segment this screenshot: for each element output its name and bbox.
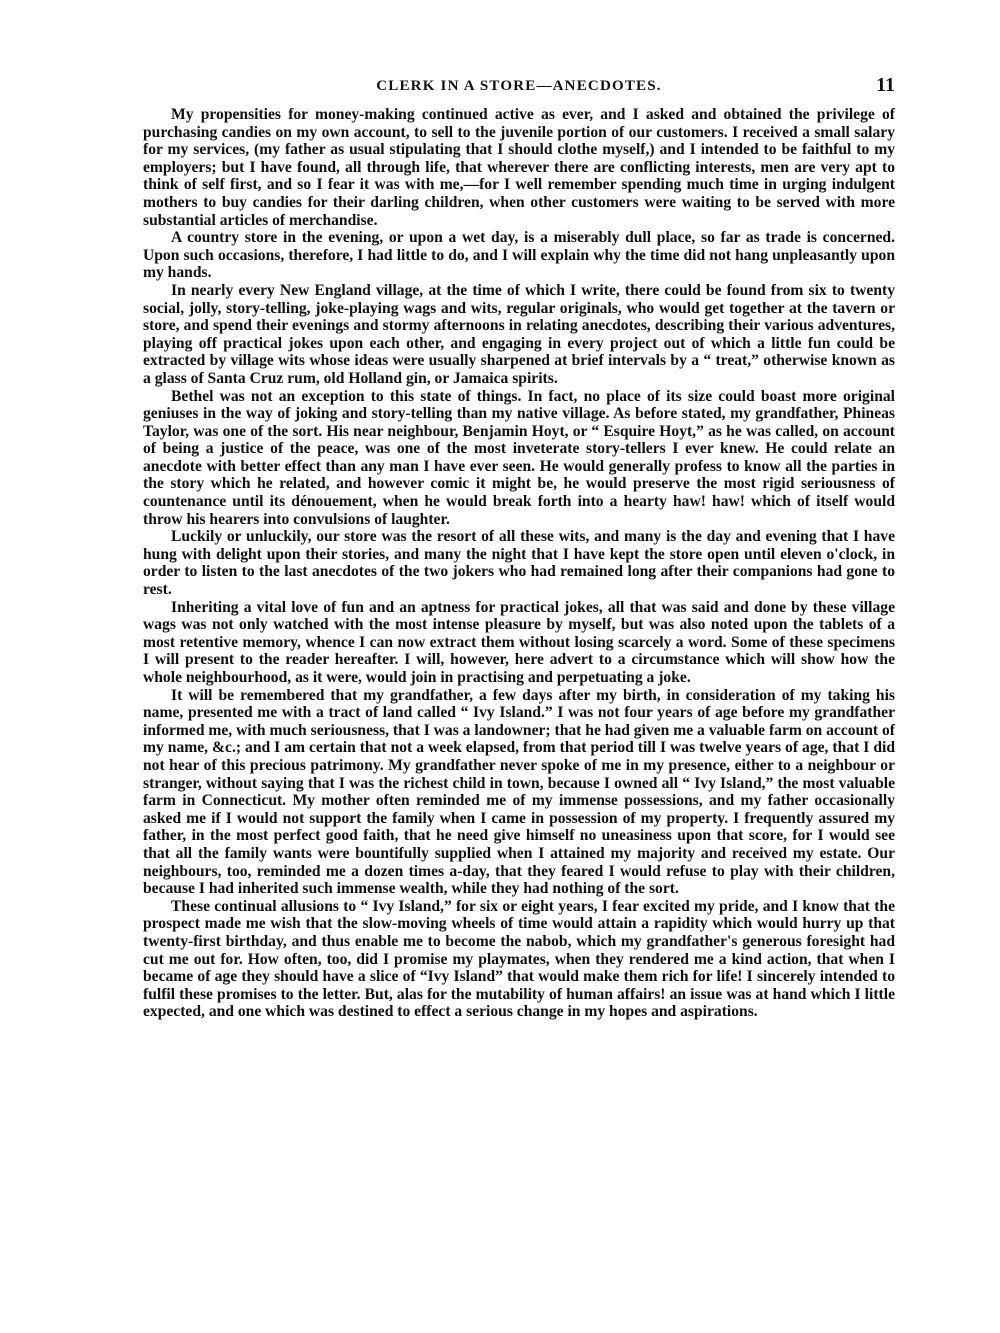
paragraph: In nearly every New England village, at the time of which I write, there could be found from six to twenty social, jolly, story-telling, joke-playing wags and wits, regular originals, who would get together at the tavern or store, and spend their evenings and stormy afternoons in relating anecdotes, describing their various adventures, playing off practical jokes upon each other, and engaging in every project out of which a little fun could be extracted by village wits whose ideas were usually sharpened at brief intervals by a “ treat,” otherwise known as a glass of Santa Cruz rum, old Holland gin, or Jamaica spirits. — [143, 281, 895, 387]
paragraph: Bethel was not an exception to this state of things. In fact, no place of its size could boast more original geniuses in the way of joking and story-telling than my native village. As before stated, my grandfather, Phineas Taylor, was one of the sort. His near neighbour, Benjamin Hoyt, or “ Esquire Hoyt,” as he was called, on account of being a justice of the peace, was one of the most inveterate story-tellers I ever knew. He could relate an anecdote with better effect than any man I have ever seen. He would generally profess to know all the parties in the story which he related, and however comic it might be, he would preserve the most rigid seriousness of countenance until its dénouement, when he would break forth into a hearty haw! haw! which of itself would throw his hearers into convulsions of laughter. — [143, 387, 895, 528]
paragraph: It will be remembered that my grandfather, a few days after my birth, in consideration of my taking his name, presented me with a tract of land called “ Ivy Island.” I was not four years of age before my grandfather informed me, with much seriousness, that I was a landowner; that he had given me a valuable farm on account of my name, &c.; and I am certain that not a week elapsed, from that period till I was twelve years of age, that I did not hear of this precious patrimony. My grandfather never spoke of me in my presence, either to a neighbour or stranger, without saying that I was the richest child in town, because I owned all “ Ivy Island,” the most valuable farm in Connecticut. My mother often reminded me of my immense possessions, and my father occasionally asked me if I would not support the family when I came in possession of my property. I frequently assured my father, in the most perfect good faith, that he need give himself no uneasiness upon that score, for I would see that all the family wants were bountifully supplied when I attained my majority and received my estate. Our neighbours, too, reminded me a dozen times a-day, that they feared I would refuse to play with their children, because I had inherited such immense wealth, while they had nothing of the sort. — [143, 686, 895, 898]
page-number: 11 — [876, 74, 895, 96]
paragraph: Inheriting a vital love of fun and an aptness for practical jokes, all that was said and done by these village wags was not only watched with the most intense pleasure by myself, but was also noted upon the tablets of a most retentive memory, whence I can now extract them without losing scarcely a word. Some of these specimens I will present to the reader hereafter. I will, however, here advert to a circumstance which will show how the whole neighbourhood, as it were, would join in practising and perpetuating a joke. — [143, 598, 895, 686]
paragraph: These continual allusions to “ Ivy Island,” for six or eight years, I fear excited my pride, and I know that the prospect made me wish that the slow-moving wheels of time would attain a rapidity which would hurry up that twenty-first birthday, and thus enable me to become the nabob, which my grandfather's generous foresight had cut me out for. How often, too, did I promise my playmates, when they rendered me a kind action, that when I became of age they should have a slice of “Ivy Island” that would make them rich for life! I sincerely intended to fulfil these promises to the letter. But, alas for the mutability of human affairs! an issue was at hand which I little expected, and one which was destined to effect a serious change in my hopes and aspirations. — [143, 897, 895, 1021]
body-text — [143, 106, 895, 1021]
running-title: CLERK IN A STORE—ANECDOTES. — [376, 78, 662, 94]
paragraph: A country store in the evening, or upon a wet day, is a miserably dull place, so far as trade is concerned. Upon such occasions, therefore, I had little to do, and I will explain why the time did not hang unpleasantly upon my hands. — [143, 229, 895, 282]
book-page — [143, 76, 895, 1021]
paragraph: My propensities for money-making continued active as ever, and I asked and obtained the privilege of purchasing candies on my own account, to sell to the juvenile portion of our customers. I received a small salary for my services, (my father as usual stipulating that I should clothe myself,) and I intended to be faithful to my employers; but I have found, all through life, that wherever there are conflicting interests, men are very apt to think of self first, and so I fear it was with me,—for I well remember spending much time in urging indulgent mothers to buy candies for their darling children, when other customers were waiting to be served with more substantial articles of merchandise. — [143, 106, 895, 229]
running-head — [143, 76, 895, 102]
paragraph: Luckily or unluckily, our store was the resort of all these wits, and many is the day and evening that I have hung with delight upon their stories, and many the night that I have kept the store open until eleven o'clock, in order to listen to the last anecdotes of the two jokers who had remained long after their companions had gone to rest. — [143, 528, 895, 599]
